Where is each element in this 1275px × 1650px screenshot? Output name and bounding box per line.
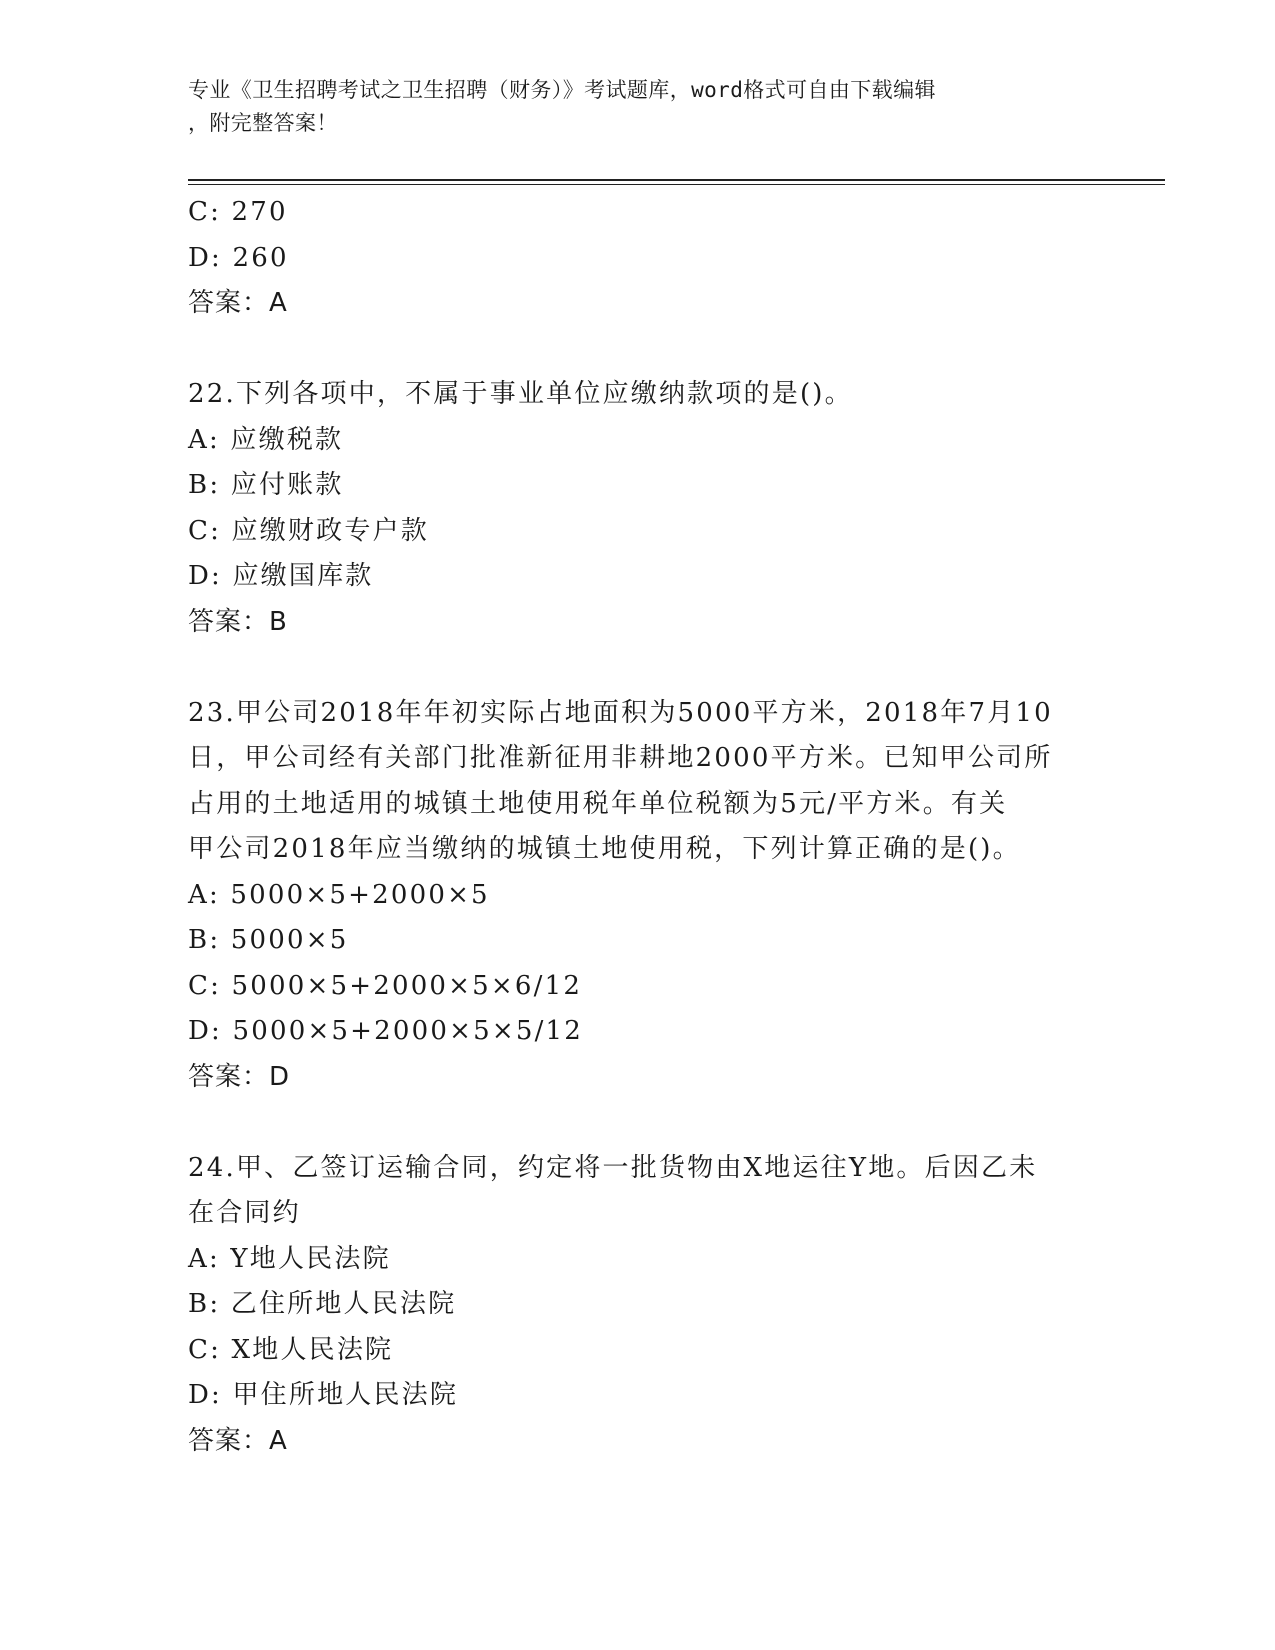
answer-line bbox=[188, 1419, 1088, 1465]
question-24 bbox=[188, 1146, 1088, 1465]
answer-line bbox=[188, 600, 1088, 646]
option-d: D: 应缴国库款 bbox=[188, 561, 374, 591]
option-d: D: 甲住所地人民法院 bbox=[188, 1380, 459, 1410]
option-c: C: X地人民法院 bbox=[188, 1334, 394, 1365]
question-stem: 22.下列各项中，不属于事业单位应缴纳款项的是()。 bbox=[188, 379, 853, 409]
answer-line bbox=[188, 1055, 1088, 1101]
header-line-2: ，附完整答案！ bbox=[188, 111, 338, 135]
answer-label: 答案： bbox=[188, 606, 270, 637]
option-b: B: 乙住所地人民法院 bbox=[188, 1289, 457, 1319]
answer-value: D bbox=[269, 1061, 291, 1092]
option-letter: C bbox=[188, 970, 211, 1001]
option-text: X地人民法院 bbox=[231, 1334, 394, 1365]
question-stem-line-4: 甲公司2018年应当缴纳的城镇土地使用税，下列计算正确的是()。 bbox=[188, 834, 1021, 864]
option-text: 乙住所地人民法院 bbox=[230, 1289, 457, 1319]
option-text: 应缴税款 bbox=[230, 424, 344, 455]
option-letter: D bbox=[188, 561, 212, 591]
answer-value: A bbox=[269, 288, 288, 318]
question-22 bbox=[188, 372, 1088, 645]
option-d: D: 260 bbox=[188, 242, 289, 273]
option-letter: D bbox=[188, 1380, 212, 1410]
spacer bbox=[188, 327, 1088, 373]
header-line-1: 专业《卫生招聘考试之卫生招聘（财务）》考试题库，word格式可自由下载编辑 bbox=[188, 78, 936, 102]
answer-value: A bbox=[269, 1425, 288, 1456]
option-a: A: 5000×5+2000×5 bbox=[188, 879, 490, 910]
option-text: 5000×5+2000×5×5/12 bbox=[232, 1016, 584, 1046]
question-21-tail bbox=[188, 190, 1088, 327]
option-text: 260 bbox=[232, 242, 289, 273]
spacer bbox=[188, 645, 1088, 691]
answer-value: B bbox=[269, 606, 288, 637]
option-a: A: 应缴税款 bbox=[188, 424, 344, 455]
question-stem-line-2: 日，甲公司经有关部门批准新征用非耕地2000平方米。已知甲公司所 bbox=[188, 743, 1053, 773]
option-a: A: Y地人民法院 bbox=[188, 1243, 391, 1274]
option-letter: A bbox=[188, 424, 209, 455]
spacer bbox=[188, 1100, 1088, 1146]
header-rule-thick bbox=[188, 179, 1165, 181]
option-c: C: 应缴财政专户款 bbox=[188, 515, 429, 546]
question-stem-line-2: 在合同约 bbox=[188, 1198, 301, 1228]
option-text: 甲住所地人民法院 bbox=[232, 1380, 459, 1410]
option-d: D: 5000×5+2000×5×5/12 bbox=[188, 1016, 584, 1046]
option-b: B: 应付账款 bbox=[188, 470, 344, 500]
answer-label: 答案： bbox=[188, 1061, 270, 1092]
option-letter: C bbox=[188, 1334, 211, 1365]
option-letter: C bbox=[188, 197, 211, 227]
option-text: 5000×5+2000×5 bbox=[230, 879, 490, 910]
answer-line bbox=[188, 281, 1088, 327]
question-list bbox=[188, 190, 1088, 1464]
option-text: 5000×5+2000×5×6/12 bbox=[231, 970, 583, 1001]
option-letter: B bbox=[188, 470, 210, 500]
answer-label: 答案： bbox=[188, 1425, 270, 1456]
option-letter: A bbox=[188, 879, 209, 910]
question-stem-line-3: 占用的土地适用的城镇土地使用税年单位税额为5元/平方米。有关 bbox=[188, 788, 1008, 819]
question-stem-line-1: 23.甲公司2018年年初实际占地面积为5000平方米，2018年7月10 bbox=[188, 697, 1053, 728]
option-text: Y地人民法院 bbox=[230, 1243, 391, 1274]
option-b: B: 5000×5 bbox=[188, 925, 349, 955]
question-stem-line-1: 24.甲、乙签订运输合同，约定将一批货物由X地运往Y地。后因乙未 bbox=[188, 1152, 1038, 1183]
option-text: 应缴财政专户款 bbox=[231, 515, 429, 546]
option-letter: B bbox=[188, 1289, 210, 1319]
option-text: 应付账款 bbox=[230, 470, 344, 500]
page-header bbox=[188, 74, 1078, 140]
option-text: 5000×5 bbox=[230, 925, 349, 955]
option-text: 270 bbox=[231, 197, 288, 227]
option-letter: D bbox=[188, 242, 212, 273]
option-c: C: 270 bbox=[188, 197, 288, 227]
answer-label: 答案： bbox=[188, 288, 270, 318]
option-c: C: 5000×5+2000×5×6/12 bbox=[188, 970, 583, 1001]
option-letter: D bbox=[188, 1016, 212, 1046]
option-text: 应缴国库款 bbox=[232, 561, 374, 591]
question-23 bbox=[188, 691, 1088, 1101]
option-letter: A bbox=[188, 1243, 209, 1274]
option-letter: C bbox=[188, 515, 211, 546]
option-letter: B bbox=[188, 925, 210, 955]
header-rule-thin bbox=[188, 184, 1165, 185]
